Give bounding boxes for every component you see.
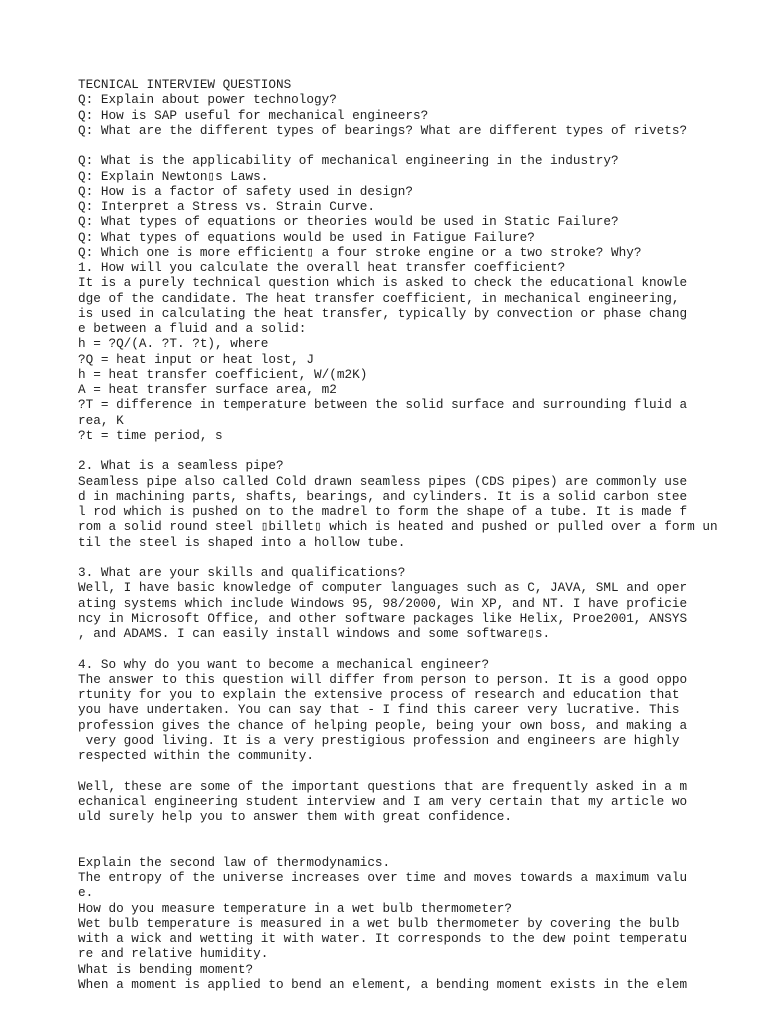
- section-heading: 1. How will you calculate the overall heat transfer coefficient?: [78, 260, 566, 275]
- text-line: Q: Explain about power technology?: [78, 92, 337, 108]
- section-heading: 4. So why do you want to become a mechanical engineer?: [78, 656, 490, 672]
- text-line: The answer to this question will differ from person to person. It is a good oppo: [78, 671, 688, 687]
- text-line: dge of the candidate. The heat transfer coefficient, in mechanical engineering,: [78, 290, 680, 306]
- text-line: echanical engineering student interview and I am very certain that my article wo: [78, 793, 688, 809]
- text-line: Q: What are the different types of bearings? What are different types of rivets?: [78, 122, 688, 138]
- text-line: rea, K: [78, 412, 124, 428]
- text-line: A = heat transfer surface area, m2: [78, 382, 337, 397]
- text-line: e.: [78, 885, 94, 901]
- text-line: rtunity for you to explain the extensive process of research and education that: [78, 687, 680, 702]
- text-line: Q: Which one is more efficient▯ a four stroke engine or a two stroke? Why?: [78, 244, 642, 260]
- text-line: profession gives the chance of helping people, being your own boss, and making a: [78, 717, 688, 733]
- text-line: Well, these are some of the important questions that are frequently asked in a m: [78, 778, 688, 794]
- section-heading: 3. What are your skills and qualifications?: [78, 565, 406, 580]
- text-line: The entropy of the universe increases over time and moves towards a maximum valu: [78, 870, 688, 885]
- text-line: When a moment is applied to bend an element, a bending moment exists in the elem: [78, 976, 688, 992]
- blank-line: [78, 550, 758, 565]
- text-line: Q: What types of equations would be used in Fatigue Failure?: [78, 229, 535, 245]
- text-line: Q: Interpret a Stress vs. Strain Curve.: [78, 199, 375, 214]
- text-line: uld surely help you to answer them with great confidence.: [78, 809, 512, 824]
- text-line: ?t = time period, s: [78, 427, 223, 443]
- text-line: , and ADAMS. I can easily install windows and some software▯s.: [78, 626, 551, 641]
- text-line: Seamless pipe also called Cold drawn seamless pipes (CDS pipes) are commonly use: [78, 473, 688, 489]
- text-line: Q: Explain Newton▯s Laws.: [78, 168, 269, 184]
- text-line: d in machining parts, shafts, bearings, and cylinders. It is a solid carbon stee: [78, 488, 688, 504]
- blank-line: [78, 443, 758, 458]
- text-line: respected within the community.: [78, 748, 315, 763]
- text-line: Wet bulb temperature is measured in a wet bulb thermometer by covering the bulb: [78, 915, 680, 931]
- text-line: til the steel is shaped into a hollow tube.: [78, 534, 406, 550]
- document-title: TECNICAL INTERVIEW QUESTIONS: [78, 77, 292, 92]
- text-line: Well, I have basic knowledge of computer languages such as C, JAVA, SML and oper: [78, 580, 688, 596]
- text-line: ?Q = heat input or heat lost, J: [78, 351, 315, 367]
- text-line: rom a solid round steel ▯billet▯ which is heated and pushed or pulled over a form un: [78, 519, 718, 535]
- text-line: ?T = difference in temperature between the solid surface and surrounding fluid a: [78, 397, 688, 413]
- document-body: [78, 77, 758, 992]
- blank-line: [78, 824, 758, 839]
- text-line: Q: How is a factor of safety used in design?: [78, 183, 414, 199]
- text-line: h = heat transfer coefficient, W/(m2K): [78, 366, 368, 382]
- question-line: Explain the second law of thermodynamics.: [78, 854, 391, 870]
- blank-line: [78, 840, 758, 855]
- text-line: l rod which is pushed on to the madrel to form the shape of a tube. It is made f: [78, 504, 688, 519]
- text-line: Q: How is SAP useful for mechanical engineers?: [78, 107, 429, 123]
- text-line: Q: What types of equations or theories would be used in Static Failure?: [78, 214, 619, 230]
- text-line: very good living. It is a very prestigious profession and engineers are highly: [78, 732, 680, 748]
- text-line: is used in calculating the heat transfer, typically by convection or phase chang: [78, 305, 688, 321]
- blank-line: [78, 138, 758, 153]
- text-line: Q: What is the applicability of mechanical engineering in the industry?: [78, 153, 619, 169]
- section-heading: 2. What is a seamless pipe?: [78, 458, 284, 474]
- text-line: with a wick and wetting it with water. It corresponds to the dew point temperatu: [78, 931, 688, 946]
- text-line: ncy in Microsoft Office, and other software packages like Helix, Proe2001, ANSYS: [78, 610, 688, 626]
- question-line: What is bending moment?: [78, 961, 254, 977]
- text-line: ating systems which include Windows 95, 98/2000, Win XP, and NT. I have proficie: [78, 595, 688, 611]
- text-line: re and relative humidity.: [78, 946, 269, 962]
- blank-line: [78, 641, 758, 656]
- text-line: you have undertaken. You can say that - I find this career very lucrative. This: [78, 702, 680, 718]
- question-line: How do you measure temperature in a wet bulb thermometer?: [78, 900, 512, 916]
- text-line: e between a fluid and a solid:: [78, 321, 307, 336]
- text-line: It is a purely technical question which is asked to check the educational knowle: [78, 275, 688, 291]
- formula-line: h = ?Q/(A. ?T. ?t), where: [78, 336, 269, 352]
- blank-line: [78, 763, 758, 778]
